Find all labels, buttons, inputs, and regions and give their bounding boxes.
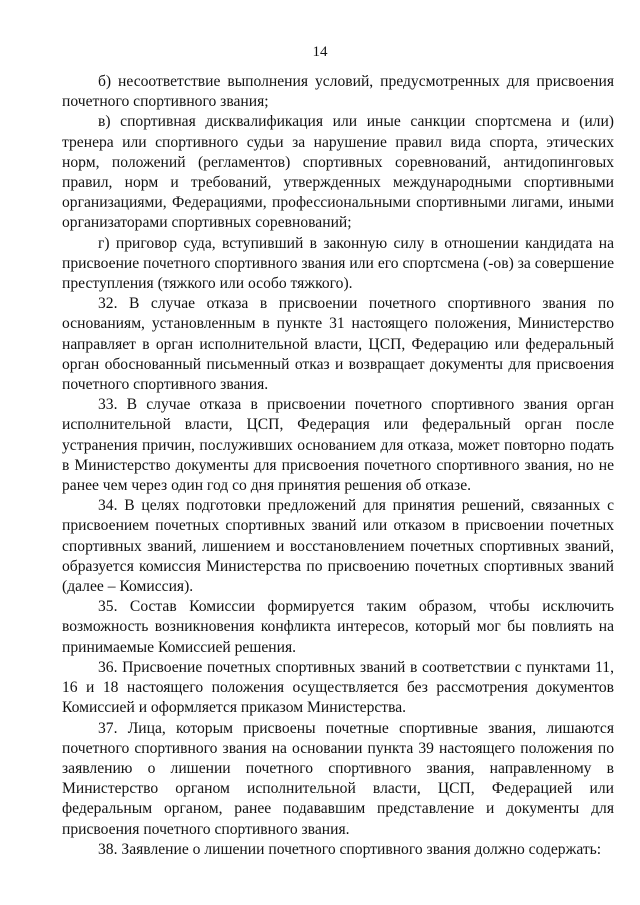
paragraph-v: в) спортивная дисквалификация или иные санкции спортсмена и (или) тренера или спортивного судьи за нарушение правил вида спорта, этических норм, положений (регламентов) спортивных соревнований, антидопинговых правил, норм и требований, утвержденных международными спортивными организациями, Федерациями, профессиональными спортивными лигами, иными организаторами спортивных соревнований;	[62, 113, 614, 232]
paragraph-34: 34. В целях подготовки предложений для принятия решений, связанных с присвоением почетных спортивных званий или отказом в присвоении почетных спортивных званий, лишением и восстановлением почетных спортивных званий, образуется комиссия Министерства по присвоению почетных спортивных званий (далее – Комиссия).	[62, 497, 614, 596]
paragraph-35: 35. Состав Комиссии формируется таким образом, чтобы исключить возможность возникновения конфликта интересов, который мог бы повлиять на принимаемые Комиссией решения.	[62, 598, 614, 656]
paragraph-g: г) приговор суда, вступивший в законную силу в отношении кандидата на присвоение почетного спортивного звания или его спортсмена (-ов) за совершение преступления (тяжкого или особо тяжкого).	[62, 234, 614, 293]
paragraph-33: 33. В случае отказа в присвоении почетного спортивного звания орган исполнительной власти, ЦСП, Федерация или федеральный орган после устранения причин, послуживших основанием для отказа, может повторно подать в Министерство документы для присвоения почетного спортивного звания, но не ранее чем через один год со дня принятия решения об отказе.	[62, 396, 614, 495]
paragraph-37: 37. Лица, которым присвоены почетные спортивные звания, лишаются почетного спортивного звания на основании пункта 39 настоящего положения по заявлению о лишении почетного спортивного звания, направленному в Министерство органом исполнительной власти, ЦСП, Федерацией или федеральным органом, ранее подававшим представление и документы для присвоения почетного спортивного звания.	[62, 719, 614, 838]
page-number: 14	[312, 44, 328, 60]
document-body	[62, 72, 614, 860]
paragraph-b: б) несоответствие выполнения условий, предусмотренных для присвоения почетного спортивного звания;	[62, 73, 614, 111]
paragraph-32: 32. В случае отказа в присвоении почетного спортивного звания по основаниям, установленным в пункте 31 настоящего положения, Министерство направляет в орган исполнительной власти, ЦСП, Федерацию или федеральный орган обоснованный письменный отказ и возвращает документы для присвоения почетного спортивного звания.	[62, 295, 614, 394]
paragraph-38: 38. Заявление о лишении почетного спортивного звания должно содержать:	[98, 840, 602, 858]
paragraph-36: 36. Присвоение почетных спортивных званий в соответствии с пунктами 11, 16 и 18 настоящего положения осуществляется без рассмотрения документов Комиссией и оформляется приказом Министерства.	[62, 658, 614, 717]
